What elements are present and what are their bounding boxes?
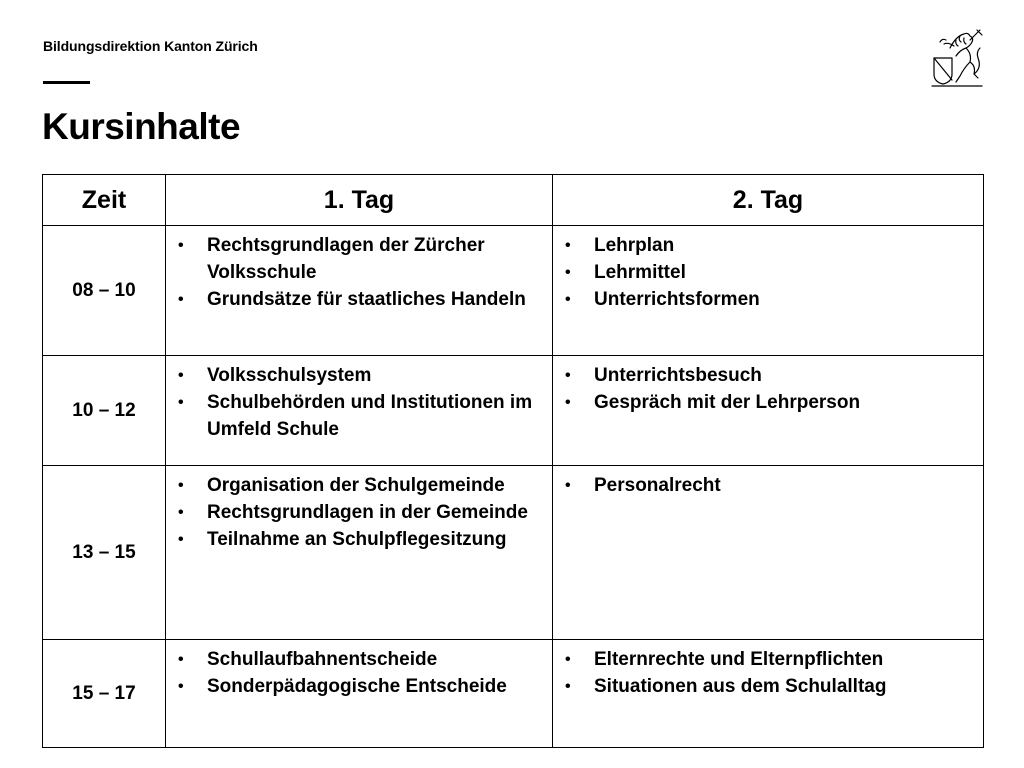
table-row [43, 640, 984, 748]
day2-topics [553, 466, 984, 640]
bullet-icon: • [178, 651, 184, 668]
day2-topics [553, 226, 984, 356]
day1-topics [166, 466, 553, 640]
list-item: • Unterrichtsbesuch [553, 362, 977, 389]
bullet-icon: • [565, 477, 571, 494]
time-slot: 13 – 15 [43, 466, 166, 640]
list-item: • Volksschulsystem [166, 362, 546, 389]
list-item: • Elternrechte und Elternpflichten [553, 646, 977, 673]
list-item: • Unterrichtsformen [553, 286, 977, 313]
bullet-icon: • [178, 504, 184, 521]
bullet-icon: • [565, 394, 571, 411]
day2-topics [553, 640, 984, 748]
list-item: • Schullaufbahnentscheide [166, 646, 546, 673]
day2-topics [553, 356, 984, 466]
bullet-icon: • [565, 291, 571, 308]
course-schedule-table [42, 174, 984, 748]
day1-topics [166, 640, 553, 748]
time-slot: 15 – 17 [43, 640, 166, 748]
list-item: • Schulbehörden und Institutionen im Umfeld Schule [166, 389, 546, 443]
bullet-icon: • [565, 264, 571, 281]
table-row [43, 226, 984, 356]
list-item: • Personalrecht [553, 472, 977, 499]
page-title: Kursinhalte [42, 106, 241, 147]
column-header-day1: 1. Tag [166, 175, 553, 226]
list-item: • Teilnahme an Schulpflegesitzung [166, 526, 546, 553]
list-item: • Rechtsgrundlagen der Zürcher Volksschule [166, 232, 546, 286]
bullet-icon: • [178, 531, 184, 548]
bullet-icon: • [178, 237, 184, 254]
list-item: • Lehrplan [553, 232, 977, 259]
bullet-icon: • [178, 394, 184, 411]
table-row [43, 356, 984, 466]
bullet-icon: • [565, 678, 571, 695]
column-header-day2: 2. Tag [553, 175, 984, 226]
list-item: • Lehrmittel [553, 259, 977, 286]
bullet-icon: • [178, 477, 184, 494]
time-slot: 10 – 12 [43, 356, 166, 466]
list-item: • Rechtsgrundlagen in der Gemeinde [166, 499, 546, 526]
zurich-lion-coat-of-arms-icon [930, 28, 984, 88]
bullet-icon: • [565, 237, 571, 254]
table-row [43, 466, 984, 640]
time-slot: 08 – 10 [43, 226, 166, 356]
column-header-time: Zeit [43, 175, 166, 226]
title-rule [43, 81, 90, 84]
day1-topics [166, 356, 553, 466]
table-header-row [43, 175, 984, 226]
list-item: • Organisation der Schulgemeinde [166, 472, 546, 499]
bullet-icon: • [565, 367, 571, 384]
list-item: • Grundsätze für staatliches Handeln [166, 286, 546, 313]
list-item: • Gespräch mit der Lehrperson [553, 389, 977, 416]
bullet-icon: • [178, 367, 184, 384]
bullet-icon: • [178, 291, 184, 308]
list-item: • Sonderpädagogische Entscheide [166, 673, 546, 700]
organization-name: Bildungsdirektion Kanton Zürich [43, 38, 258, 54]
bullet-icon: • [178, 678, 184, 695]
day1-topics [166, 226, 553, 356]
bullet-icon: • [565, 651, 571, 668]
list-item: • Situationen aus dem Schulalltag [553, 673, 977, 700]
